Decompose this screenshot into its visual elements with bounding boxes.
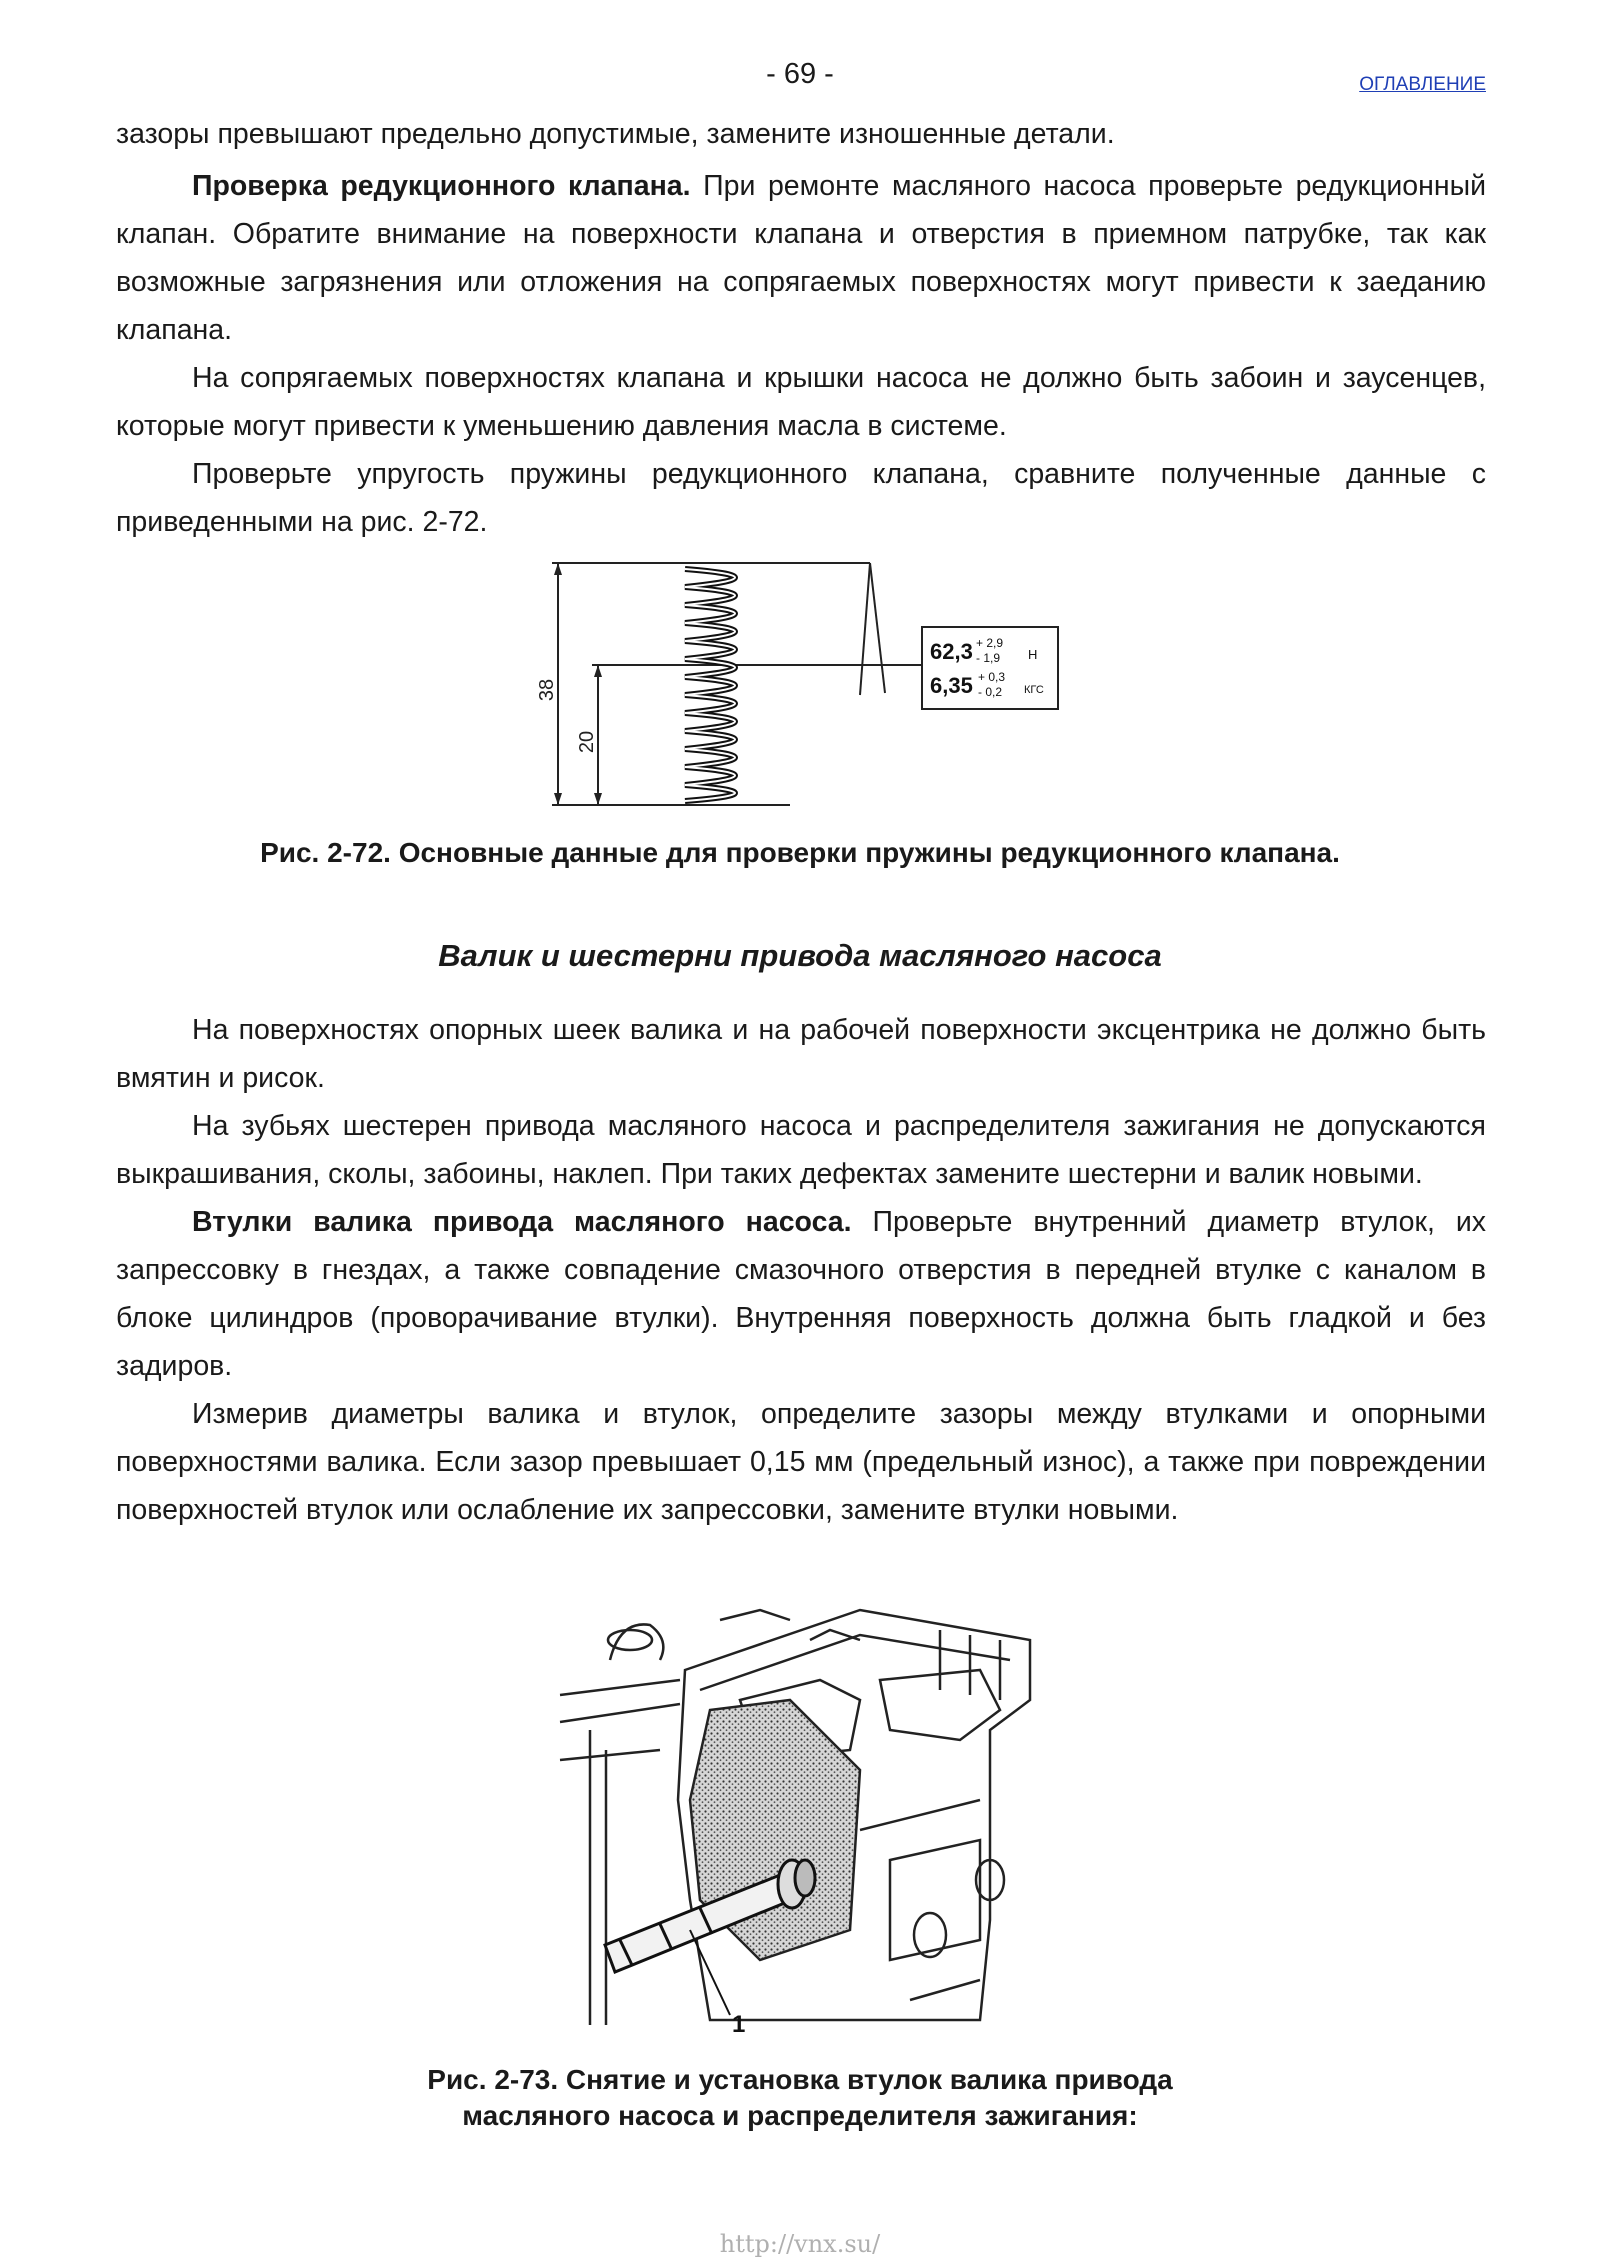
paragraph: На зубьях шестерен привода масляного насоса и распределителя зажигания не допускаются выкрашивания, сколы, забоины, наклеп. При таких дефектах замените шестерни и валик новыми. (116, 1110, 1486, 1190)
force-kgs-value: 6,35 (930, 673, 973, 698)
force-newton-value: 62,3 (930, 639, 973, 664)
figure-caption-2-72: Рис. 2-72. Основные данные для проверки пружины редукционного клапана. (260, 837, 1340, 868)
engine-block-illustration (560, 1600, 1040, 2040)
force-newton-tol-upper: + 2,9 (976, 636, 1004, 650)
figure-caption-2-73 (0, 2062, 1600, 2134)
paragraph: Измерив диаметры валика и втулок, определите зазоры между втулками и опорными поверхностями валика. Если зазор превышает 0,15 мм (предельный износ), а также при повреждении поверхностей втулок или ослабление их запрессовки, замените втулки новыми. (116, 1398, 1486, 1526)
paragraph: зазоры превышают предельно допустимые, замените изношенные детали. (116, 118, 1115, 150)
force-newton-unit: Н (1028, 647, 1038, 662)
force-kgs-tol-upper: + 0,3 (978, 670, 1006, 684)
force-kgs-tol-lower: - 0,2 (978, 685, 1003, 699)
text-block-bottom (116, 1006, 1486, 1534)
caption-line: масляного насоса и распределителя зажигания: (462, 2100, 1138, 2131)
callout-label: 1 (732, 2011, 746, 2038)
dimension-compressed: 20 (576, 730, 598, 754)
footer-url[interactable]: http://vnx.su/ (719, 2230, 881, 2258)
paragraph-text: При ремонте масляного насоса проверьте редукционный клапан. Обратите внимание на поверхности клапана и отверстия в приемном патрубке, так как возможные загрязнения или отложения на сопрягаемых поверхностях могут привести к заеданию клапана. (116, 170, 1486, 346)
paragraph: На поверхностях опорных шеек валика и на рабочей поверхности эксцентрика не должно быть вмятин и рисок. (116, 1014, 1486, 1094)
paragraph (116, 1198, 1486, 1390)
caption-line: Рис. 2-73. Снятие и установка втулок валика привода (427, 2064, 1173, 2095)
paragraph-heading: Втулки валика привода масляного насоса. (192, 1206, 852, 1238)
paragraph (116, 162, 1486, 354)
paragraph-heading: Проверка редукционного клапана. (192, 170, 691, 202)
text-block-top (116, 110, 1486, 546)
paragraph: Проверьте упругость пружины редукционного клапана, сравните полученные данные с приведенными на рис. 2-72. (116, 458, 1486, 538)
dimension-total: 38 (536, 678, 558, 702)
table-of-contents-link[interactable]: ОГЛАВЛЕНИЕ (1359, 74, 1486, 95)
section-title: Валик и шестерни привода масляного насоса (438, 938, 1162, 973)
paragraph-text: Проверьте внутренний диаметр втулок, их запрессовку в гнездах, а также совпадение смазочного отверстия в передней втулке с каналом в блоке цилиндров (проворачивание втулки). Внутренняя поверхность должна быть гладкой и без задиров. (116, 1206, 1486, 1382)
spring-diagram (536, 555, 1070, 815)
force-newton-tol-lower: - 1,9 (976, 651, 1001, 665)
page-number: - 69 - (766, 58, 834, 90)
paragraph: На сопрягаемых поверхностях клапана и крышки насоса не должно быть забоин и заусенцев, которые могут привести к уменьшению давления масла в системе. (116, 362, 1486, 442)
force-kgs-unit: КГС (1024, 684, 1044, 696)
